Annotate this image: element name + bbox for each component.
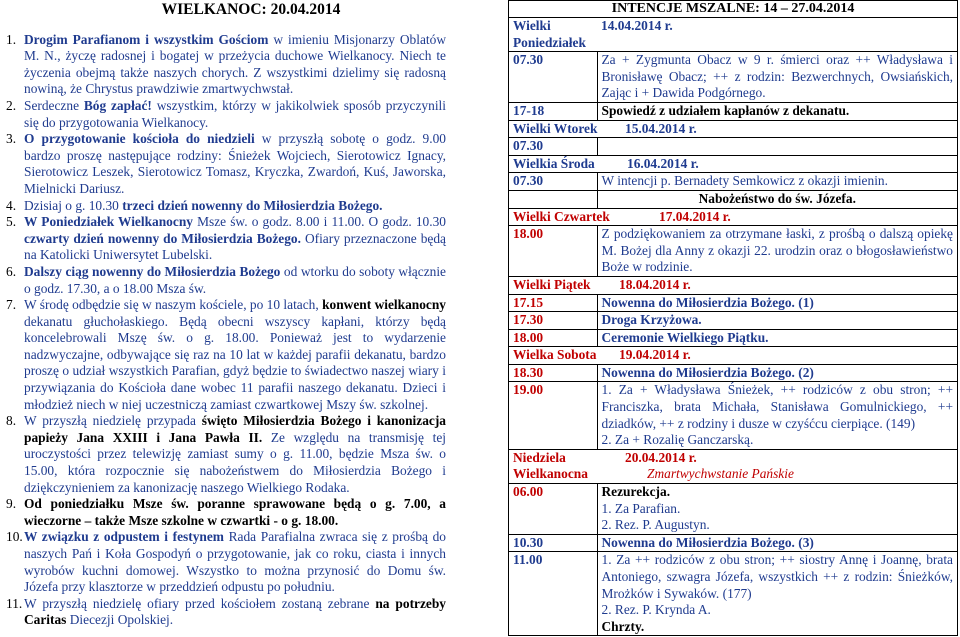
mass-intention: W intencji p. Bernadety Semkowicz z okazji imienin.	[597, 173, 958, 191]
item-bold: W Poniedziałek Wielkanocny	[24, 214, 193, 230]
mass-intention	[597, 552, 958, 636]
announcements-title: WIELKANOC: 20.04.2014	[161, 1, 341, 18]
mass-intention: Spowiedź z udziałem kapłanów z dekanatu.	[597, 102, 958, 120]
mass-time: 07.30	[509, 138, 598, 156]
mass-intention: Nabożeństwo do św. Józefa.	[597, 190, 958, 208]
day-row	[509, 276, 958, 294]
intention-line: 1. Za Parafian.	[601, 500, 681, 516]
day-name: Wielki Piątek	[509, 276, 598, 294]
intention-row	[509, 382, 958, 449]
item-text: Msze św. o godz. 8.00 i 11.00. O godz. 10.30	[192, 214, 446, 230]
intention-row	[509, 294, 958, 312]
day-row	[509, 208, 958, 226]
item-bold: Bóg zapłać!	[83, 97, 152, 113]
day-date: 15.04.2014 r.	[597, 120, 958, 138]
item-number: 11.	[6, 595, 23, 611]
announcement-6	[6, 264, 446, 297]
item-bold: konwent wielkanocny	[322, 297, 446, 313]
intention-line: 1. Za ++ rodziców z obu stron; ++ siostry Annę i Joannę, brata Antoniego, szwagra Józefa, wszystkich ++ z rodzin: Śnieżków, Mrożków i Sywaków. (177)	[601, 552, 953, 601]
item-number: 4.	[6, 197, 17, 213]
item-number: 10.	[6, 529, 23, 545]
intention-line: 2. Za + Rozalię Ganczarską.	[601, 432, 754, 448]
item-text: dekanatu głuchołaskiego. Będą obecni wszyscy kapłani, którzy będą koncelebrowali Mszę św. o g. 18.00. Ponieważ jest to wydarzenie nadzwyczajne, odbywające się raz na 10 lat w każdej parafii dekanatu, bardzo proszę o udział wszystkich Parafian, gdyż będzie to świadectwo naszej wiary i przywiązania do Kościoła dane wobec 11 parafii naszego dekanatu. Dzieci i młodzież niech w niej uczestniczą zamiast czwartkowej Mszy św. szkolnej.	[24, 313, 446, 412]
day-name: Wielki Wtorek	[509, 120, 598, 138]
day-row	[509, 120, 958, 138]
intention-row	[509, 173, 958, 191]
intention-row	[509, 329, 958, 347]
item-number: 7.	[6, 297, 17, 313]
item-number: 5.	[6, 214, 17, 230]
announcement-11	[6, 596, 446, 629]
intention-line: Chrzty.	[601, 618, 645, 634]
intention-row	[509, 138, 958, 156]
mass-intention	[597, 484, 958, 535]
item-text: Rada Parafialna zwraca się z prośbą do naszych Pań i Koła Gospodyń o przygotowanie, jak co roku, ciasta i innych wyrobów kuchni domowej. Wszystko to można przynosić do Domu św. Józefa przy klasztorze w przeddzień odpustu po południu.	[24, 529, 446, 595]
intention-row	[509, 364, 958, 382]
day-name: Wielki Poniedziałek	[509, 18, 598, 52]
item-bold: Drogim Parafianom i wszystkim Gościom	[24, 31, 269, 47]
day-date: 17.04.2014 r.	[597, 208, 958, 226]
item-text: Diecezji Opolskiej.	[66, 612, 174, 628]
item-bold: trzeci dzień nowenny do Miłosierdzia Bożego.	[122, 197, 383, 213]
day-date: 19.04.2014 r.	[597, 347, 958, 365]
item-bold: czwarty dzień nowenny do Miłosierdzia Bożego.	[24, 230, 301, 246]
day-name: Wielkia Środa	[509, 155, 598, 173]
day-date: 16.04.2014 r.	[597, 155, 958, 173]
mass-time: 19.00	[509, 382, 598, 449]
mass-time: 10.30	[509, 534, 598, 552]
item-text: Ze względu na transmisję tej uroczystości przez telewizję zamiast sumy o g. 11.00, będzie Msza św. o 15.00, która rozpocznie się nabożeństwem do Miłosierdzia Bożego i dziękczynieniem za kanonizację naszego Wielkiego Rodaka.	[24, 429, 446, 495]
mass-time: 17.30	[509, 312, 598, 330]
mass-intention: Za + Zygmunta Obacz w 9 r. śmierci oraz ++ Władysława i Bronisławę Obacz; ++ z rodzin: Bezwerchnych, Owsiańskich, Zając i + Dawida Podgórnego.	[597, 52, 958, 103]
item-text: W przyszłą niedzielę ofiary przed kościołem zostaną zebrane	[24, 595, 376, 611]
mass-time: 17.15	[509, 294, 598, 312]
announcement-9	[6, 496, 446, 529]
intention-line: 1. Za + Władysława Śnieżek, ++ rodziców z obu stron; ++ Franciszka, brata Michała, Stanisława Gomulnickiego, ++ dziadków, ++ z rodziny i dusze w czyśćcu cierpiące. (149)	[601, 382, 953, 431]
day-row	[509, 449, 958, 483]
intention-line: Rezurekcja.	[601, 484, 671, 500]
item-text: W przyszłą niedzielę przypada	[24, 413, 202, 429]
intention-row	[509, 190, 958, 208]
item-number: 9.	[6, 496, 17, 512]
intention-row	[509, 102, 958, 120]
item-bold: na potrzeby Caritas	[24, 595, 446, 628]
day-date: 14.04.2014 r.	[597, 18, 958, 52]
mass-intention	[597, 382, 958, 449]
day-name: Wielki Czwartek	[509, 208, 598, 226]
mass-time: 07.30	[509, 52, 598, 103]
announcement-5	[6, 214, 446, 264]
intentions-header: INTENCJE MSZALNE: 14 – 27.04.2014	[508, 0, 958, 17]
announcement-3	[6, 131, 446, 197]
mass-intention: Nowenna do Miłosierdzia Bożego. (2)	[597, 364, 958, 382]
item-text: w imieniu Misjonarzy Oblatów M. N., życzę radosnej i bogatej w przeżycia duchowe Wielkanocy. Niech te życzenia obejmą także naszych chorych. Z wszystkimi dzielimy się radosną nowiną, że Chrystus prawdziwie zmartwychwstał.	[24, 31, 446, 97]
intention-row	[509, 312, 958, 330]
mass-intention: Nowenna do Miłosierdzia Bożego. (1)	[597, 294, 958, 312]
mass-time: 17-18	[509, 102, 598, 120]
item-number: 1.	[6, 31, 17, 47]
mass-time: 11.00	[509, 552, 598, 636]
item-text: Dzisiaj o g. 10.30	[24, 197, 123, 213]
mass-intention: Droga Krzyżowa.	[597, 312, 958, 330]
intention-row	[509, 226, 958, 277]
intention-row	[509, 534, 958, 552]
item-text: W środę odbędzie się w naszym kościele, po 10 latach,	[24, 297, 323, 313]
item-text: Serdeczne	[24, 97, 84, 113]
item-text: od wtorku do soboty włącznie o godz. 17.30, a o 18.00 Msza św.	[24, 263, 446, 296]
item-number: 6.	[6, 263, 17, 279]
mass-time	[509, 190, 598, 208]
item-text: Ofiary przeznaczone będą na Katolicki Uniwersytet Lubelski.	[24, 230, 446, 263]
announcement-10	[6, 529, 446, 595]
item-bold: Od poniedziałku Msze św. poranne sprawowane będą o g. 7.00, a wieczorne – także Msze szkolne w czwartki - o g. 18.00.	[24, 496, 446, 528]
item-bold: święto Miłosierdzia Bożego i kanonizacja papieży Jana XXIII i Jana Pawła II.	[24, 413, 446, 445]
mass-intention: Nowenna do Miłosierdzia Bożego. (3)	[597, 534, 958, 552]
day-date: 18.04.2014 r.	[597, 276, 958, 294]
mass-time: 18.00	[509, 226, 598, 277]
mass-intentions-column	[508, 0, 958, 636]
mass-time: 06.00	[509, 484, 598, 535]
mass-time: 18.30	[509, 364, 598, 382]
day-date: 20.04.2014 r.	[625, 449, 697, 465]
announcement-8	[6, 413, 446, 496]
feast-name: Zmartwychwstanie Pańskie	[647, 466, 794, 482]
intention-line: 2. Rez. P. Krynda A.	[601, 602, 711, 618]
intention-row	[509, 552, 958, 636]
item-text: wszystkim, którzy w jakikolwiek sposób przyczynili się do przygotowania Wielkanocy.	[24, 97, 446, 130]
mass-intention	[597, 138, 958, 156]
announcement-1	[6, 32, 446, 98]
item-bold: W związku z odpustem i festynem	[24, 529, 224, 545]
mass-intention: Z podziękowaniem za otrzymane łaski, z prośbą o dalszą opiekę M. Bożej dla Anny z okazji 22. urodzin oraz o błogosławieństwo Boże w rodzinie.	[597, 226, 958, 277]
day-row	[509, 155, 958, 173]
item-number: 3.	[6, 131, 17, 147]
intention-row	[509, 52, 958, 103]
intention-row	[509, 484, 958, 535]
item-text: w przyszłą sobotę o godz. 9.00 bardzo proszę następujące rodziny: Śnieżek Wojciech, Sierotowicz Ignacy, Sierotowicz Leszek, Sierotowicz Tomasz, Kryczka, Zwardoń, Kuś, Jaworska, Mielnicki Dariusz.	[24, 131, 446, 196]
item-number: 2.	[6, 97, 17, 113]
announcement-4	[6, 198, 446, 215]
mass-time: 18.00	[509, 329, 598, 347]
item-number: 8.	[6, 413, 17, 429]
intentions-table	[508, 17, 958, 636]
mass-intention: Ceremonie Wielkiego Piątku.	[597, 329, 958, 347]
intention-line: 2. Rez. P. Augustyn.	[601, 517, 710, 533]
day-row	[509, 347, 958, 365]
announcement-7	[6, 297, 446, 413]
day-date-cell	[597, 449, 958, 483]
announcements-column	[6, 0, 446, 629]
item-bold: O przygotowanie kościoła do niedzieli	[24, 131, 255, 147]
day-row	[509, 18, 958, 52]
item-bold: Dalszy ciąg nowenny do Miłosierdzia Bożego	[24, 263, 281, 279]
announcement-2	[6, 98, 446, 131]
day-name: Wielka Sobota	[509, 347, 598, 365]
day-name: Niedziela Wielkanocna	[509, 449, 598, 483]
mass-time: 07.30	[509, 173, 598, 191]
